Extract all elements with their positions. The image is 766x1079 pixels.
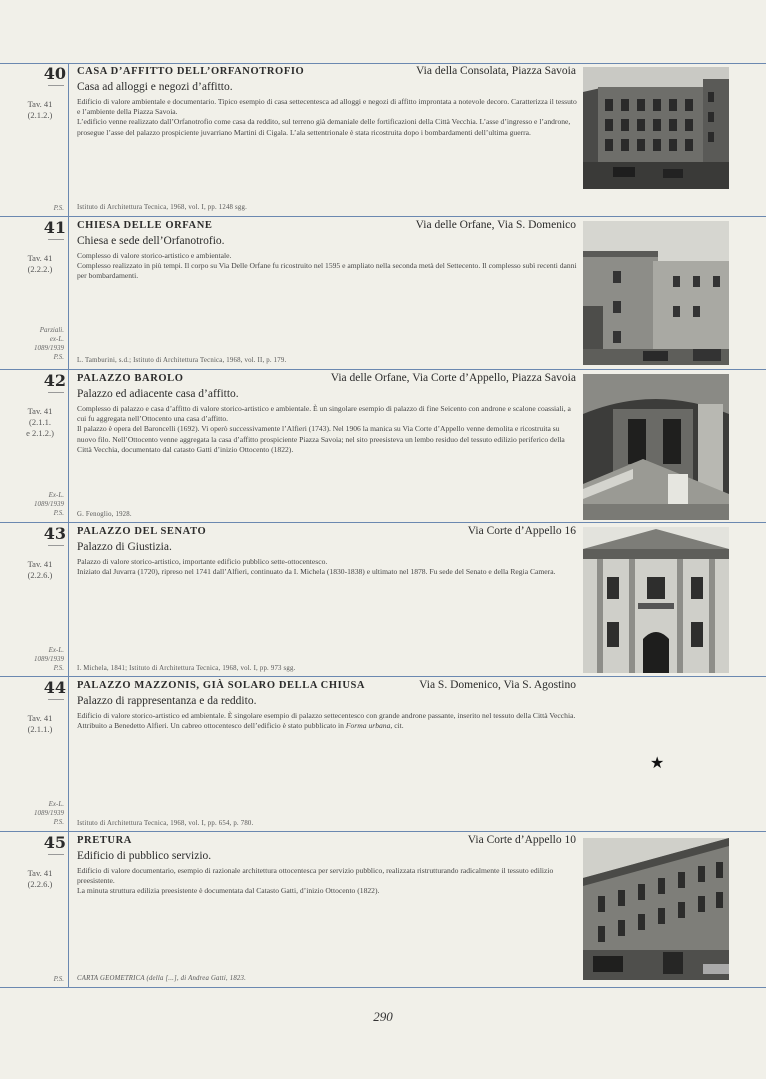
- entry-title: PALAZZO DEL SENATO: [77, 526, 207, 537]
- side-note-line: 1089/1939: [34, 809, 64, 817]
- bibliographic-reference: G. Fenoglio, 1928.: [77, 511, 132, 518]
- side-note: [6, 800, 64, 827]
- building-photo: [583, 527, 729, 673]
- side-note-line: P.S.: [53, 664, 64, 672]
- entry-subtitle: Chiesa e sede dell’Orfanotrofio.: [77, 235, 225, 247]
- bibliographic-reference: Istituto di Architettura Tecnica, 1968, vol. I, pp. 654, p. 780.: [77, 820, 254, 827]
- side-note-line: ex-L.: [49, 335, 64, 343]
- entry-subtitle: Palazzo di Giustizia.: [77, 541, 172, 553]
- body-italic: Forma urbana: [345, 721, 391, 731]
- entry-title: PALAZZO BAROLO: [77, 373, 184, 384]
- body-paragraph: Complesso di palazzo e casa d’affitto di valore storico-artistico e ambientale. È un singolare esempio di palazzo di fine Seicento con androne e scalone coassiali, a cui fu aggregata nell’Ottocento una casa d’affitto.: [77, 404, 571, 424]
- bibliographic-reference: Istituto di Architettura Tecnica, 1968, vol. I, pp. 1248 sgg.: [77, 204, 247, 211]
- entry-subtitle: Palazzo ed adiacente casa d’affitto.: [77, 388, 239, 400]
- tav-label: Tav. 41: [27, 253, 53, 263]
- entry-number: 41: [43, 218, 66, 237]
- side-note-line: P.S.: [53, 353, 64, 361]
- side-note-line: 1089/1939: [34, 500, 64, 508]
- entry-number: 43: [43, 524, 66, 543]
- body-paragraph: L’edificio venne realizzato dall’Orfanotrofio come casa da reddito, sul terreno già demaniale delle fortificazioni della Città Vecchia. L’asse d’ingresso e l’androne, prosegue l’asse del palazzo prospiciente juvarriano Martini di Cigala. L’ala settentrionale è stata ricostruita dopo i bombardamenti dell’ultima guerra.: [77, 117, 571, 137]
- entry-43: [0, 523, 766, 677]
- bottom-rule: [0, 987, 766, 988]
- entry-body: [77, 251, 577, 282]
- tav-label: Tav. 41: [27, 713, 53, 723]
- building-photo: [583, 838, 729, 980]
- side-note: [6, 326, 64, 362]
- tav-reference: [16, 713, 64, 735]
- body-text: Attribuito a Benedetto Alfieri. Un cabreo ottocentesco dell’edificio è stato pubblicato in: [77, 721, 346, 731]
- entry-42: [0, 370, 766, 523]
- body-paragraph: [77, 721, 577, 731]
- entry-subtitle: Palazzo di rappresentanza e da reddito.: [77, 695, 257, 707]
- entry-body: [77, 97, 577, 138]
- tav-code: e 2.1.2.): [26, 428, 54, 438]
- entry-address: Via delle Orfane, Via Corte d’Appello, Piazza Savoia: [330, 372, 576, 384]
- bibliographic-reference: I. Michela, 1841; Istituto di Architettura Tecnica, 1968, vol. I, pp. 973 sgg.: [77, 665, 296, 672]
- entry-body: [77, 866, 577, 897]
- side-note: P.S.: [53, 204, 64, 212]
- side-note-line: 1089/1939: [34, 655, 64, 663]
- tav-code: (2.2.6.): [27, 570, 53, 580]
- side-note-line: Parziali.: [39, 326, 64, 334]
- number-underline: [48, 545, 64, 546]
- entry-number: 44: [43, 678, 66, 697]
- reference-text: (della [...], di Andrea Gatti, 1823.: [144, 975, 247, 982]
- entry-address: Via Corte d’Appello 16: [467, 525, 576, 537]
- tav-reference: [16, 406, 64, 439]
- tav-reference: [16, 253, 64, 275]
- tav-reference: [16, 868, 64, 890]
- number-underline: [48, 854, 64, 855]
- entry-40: [0, 63, 766, 217]
- tav-code: (2.1.1.): [27, 724, 53, 734]
- entry-address: Via della Consolata, Piazza Savoia: [416, 65, 576, 77]
- side-note-line: P.S.: [53, 509, 64, 517]
- entry-title: PALAZZO MAZZONIS, GIÀ SOLARO DELLA CHIUSA: [77, 680, 366, 691]
- body-paragraph: Edificio di valore storico-artistico ed ambientale. È singolare esempio di palazzo settecentesco con grande androne passante, inserito nel tessuto della Città Vecchia.: [77, 711, 576, 720]
- star-icon: ★: [650, 755, 665, 772]
- entry-45: [0, 832, 766, 987]
- side-note: P.S.: [53, 975, 64, 983]
- entry-subtitle: Edificio di pubblico servizio.: [77, 850, 212, 862]
- entry-body: [77, 404, 577, 455]
- side-note-line: Ex-L.: [48, 491, 64, 499]
- side-note-line: P.S.: [53, 818, 64, 826]
- side-note-line: Ex-L.: [48, 800, 64, 808]
- body-text: , cit.: [390, 721, 404, 731]
- tav-label: Tav. 41: [27, 559, 53, 569]
- side-note-line: 1089/1939: [34, 344, 64, 352]
- entry-number: 45: [43, 833, 66, 852]
- body-paragraph: Il palazzo è opera del Baroncelli (1692). Vi operò successivamente l’Alfieri (1743). Nel 1906 la manica su Via Corte d’Appello venne demolita e ricostruita su nuovo filo. Nell’Ottocento venne aggregata la casa d’affitto prospiciente Piazza Savoia; nel sito preesisteva un lembo residuo del tessuto edilizio periferico della Città Vecchia, documentato dal catasto Gatti d’inizio Ottocento (1822).: [77, 424, 565, 454]
- tav-reference: [16, 99, 64, 121]
- number-underline: [48, 392, 64, 393]
- entry-address: Via Corte d’Appello 10: [467, 834, 576, 846]
- tav-code: (2.2.6.): [27, 879, 53, 889]
- body-paragraph: Complesso di valore storico-artistico e ambientale.: [77, 251, 232, 260]
- body-paragraph: Edificio di valore ambientale e documentario. Tipico esempio di casa settecentesca ad alloggi e negozi di affitto improntata a notevole decoro. Caratterizza il tessuto e l’ambiente della Piazza Savoia.: [77, 97, 577, 117]
- side-note-line: Ex-L.: [48, 646, 64, 654]
- tav-code: (2.1.1.: [29, 417, 51, 427]
- entry-number: 40: [43, 64, 66, 83]
- entry-title: PRETURA: [77, 835, 132, 846]
- body-paragraph: Iniziato dal Juvarra (1720), ripreso nel 1741 dall’Alfieri, continuato da I. Michela (1830-1838) e ultimato nel 1878. Fu sede del Senato e della Regia Camera.: [77, 567, 556, 577]
- page-number: 290: [373, 1009, 393, 1024]
- entry-body: [77, 557, 577, 577]
- tav-label: Tav. 41: [27, 868, 53, 878]
- bibliographic-reference: [77, 975, 246, 982]
- bibliographic-reference: L. Tamburini, s.d.; Istituto di Architettura Tecnica, 1968, vol. II, p. 179.: [77, 357, 287, 364]
- number-underline: [48, 85, 64, 86]
- body-paragraph: Complesso realizzato in più tempi. Il corpo su Via Delle Orfane fu ricostruito nel 1595 e ampliato nella seconda metà del Settecento. Il complesso subì recenti danni per bombardamenti.: [77, 261, 577, 281]
- building-photo: [583, 67, 729, 189]
- side-note: [6, 646, 64, 673]
- reference-italic: CARTA GEOMETRICA: [77, 975, 145, 982]
- tav-reference: [16, 559, 64, 581]
- entry-subtitle: Casa ad alloggi e negozi d’affitto.: [77, 81, 233, 93]
- entry-address: Via delle Orfane, Via S. Domenico: [415, 219, 576, 231]
- entry-title: CHIESA DELLE ORFANE: [77, 220, 213, 231]
- tav-code: (2.1.2.): [27, 110, 53, 120]
- tav-label: Tav. 41: [27, 99, 53, 109]
- entry-body: [77, 711, 577, 731]
- building-photo: [583, 374, 729, 520]
- body-paragraph: La minuta struttura edilizia preesistente è documentata dal Catasto Gatti, d’inizio Ottocento (1822).: [77, 886, 380, 896]
- body-paragraph: Palazzo di valore storico-artistico, importante edificio pubblico sette-ottocentesco.: [77, 557, 328, 566]
- tav-code: (2.2.2.): [27, 264, 53, 274]
- side-note: [6, 491, 64, 518]
- body-paragraph: Edificio di valore documentario, esempio di razionale architettura ottocentesca per servizio pubblico, realizzata ristrutturando radicalmente il tessuto edilizio preesistente.: [77, 866, 554, 886]
- entry-title: CASA D’AFFITTO DELL’ORFANOTROFIO: [77, 66, 305, 77]
- building-photo: [583, 221, 729, 365]
- entry-41: [0, 217, 766, 370]
- entry-number: 42: [43, 371, 66, 390]
- number-underline: [48, 239, 64, 240]
- number-underline: [48, 699, 64, 700]
- tav-label: Tav. 41: [27, 406, 53, 416]
- entry-address: Via S. Domenico, Via S. Agostino: [419, 679, 576, 691]
